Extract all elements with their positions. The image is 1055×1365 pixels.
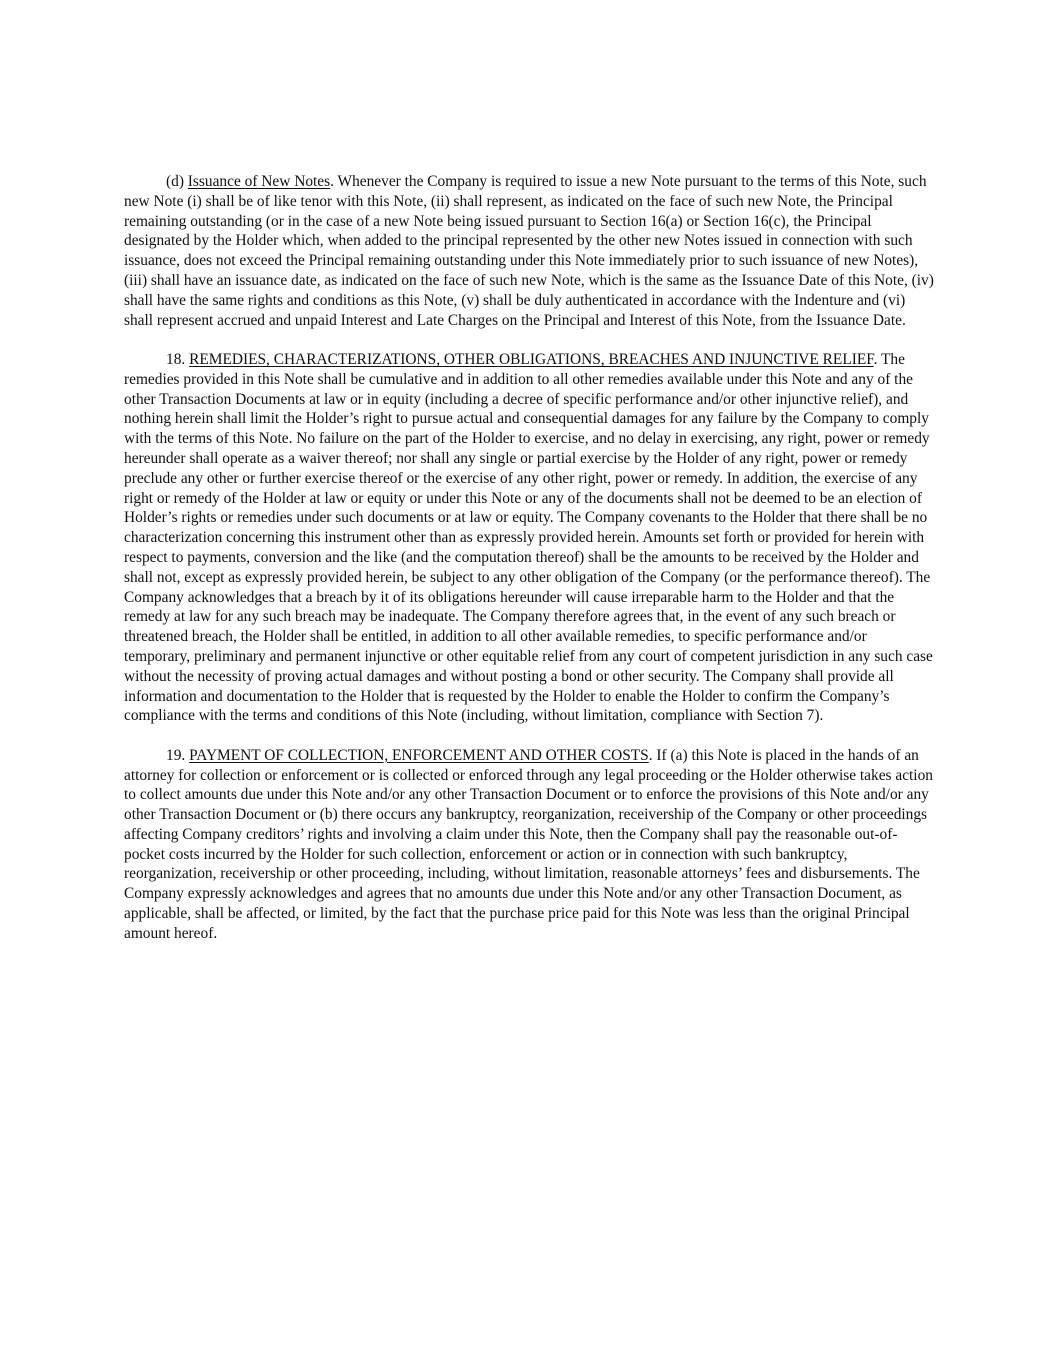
section-heading-remedies: REMEDIES, CHARACTERIZATIONS, OTHER OBLIGATIONS, BREACHES AND INJUNCTIVE RELIEF [189, 350, 874, 368]
paragraph-lead: (d) [166, 173, 188, 190]
paragraph-lead: 18. [166, 350, 190, 368]
paragraph-section-19-payment-of-costs [124, 746, 934, 944]
paragraph-body: . The remedies provided in this Note shall be cumulative and in addition to all other remedies available under this Note and any of the other Transaction Documents at law or in equity (including a decree of specific performance and/or other injunctive relief), and nothing herein shall limit the Holder’s right to pursue actual and consequential damages for any failure by the Company to comply with the terms of this Note. No failure on the part of the Holder to exercise, and no delay in exercising, any right, power or remedy hereunder shall operate as a waiver thereof; nor shall any single or partial exercise by the Holder of any right, power or remedy preclude any other or further exercise thereof or the exercise of any other right, power or remedy. In addition, the exercise of any right or remedy of the Holder at law or equity or under this Note or any of the documents shall not be deemed to be an election of Holder’s rights or remedies under such documents or at law or equity. The Company covenants to the Holder that there shall be no characterization concerning this instrument other than as expressly provided herein. Amounts set forth or provided for herein with respect to payments, conversion and the like (and the computation thereof) shall be the amounts to be received by the Holder and shall not, except as expressly provided herein, be subject to any other obligation of the Company (or the performance thereof). The Company acknowledges that a breach by it of its obligations hereunder will cause irreparable harm to the Holder and that the remedy at law for any such breach may be inadequate. The Company therefore agrees that, in the event of any such breach or threatened breach, the Holder shall be entitled, in addition to all other available remedies, to specific performance and/or temporary, preliminary and permanent injunctive or other equitable relief from any court of competent jurisdiction in any such case without the necessity of proving actual damages and without posting a bond or other security. The Company shall provide all information and documentation to the Holder that is requested by the Holder to enable the Holder to confirm the Company’s compliance with the terms and conditions of this Note (including, without limitation, compliance with Section 7). [124, 350, 933, 725]
paragraph-body: . Whenever the Company is required to issue a new Note pursuant to the terms of this Note, such new Note (i) shall be of like tenor with this Note, (ii) shall represent, as indicated on the face of such new Note, the Principal remaining outstanding (or in the case of a new Note being issued pursuant to Section 16(a) or Section 16(c), the Principal designated by the Holder which, when added to the principal represented by the other new Notes issued in connection with such issuance, does not exceed the Principal remaining outstanding under this Note immediately prior to such issuance of new Notes), (iii) shall have an issuance date, as indicated on the face of such new Note, which is the same as the Issuance Date of this Note, (iv) shall have the same rights and conditions as this Note, (v) shall be duly authenticated in accordance with the Indenture and (vi) shall represent accrued and unpaid Interest and Late Charges on the Principal and Interest of this Note, from the Issuance Date. [124, 173, 934, 329]
section-heading-issuance-of-new-notes: Issuance of New Notes [187, 173, 331, 190]
paragraph-issuance-of-new-notes [124, 172, 934, 330]
paragraph-body: . If (a) this Note is placed in the hands of an attorney for collection or enforcement or is collected or enforced through any legal proceeding or the Holder otherwise takes action to collect amounts due under this Note and/or any other Transaction Document or to enforce the provisions of this Note and/or any other Transaction Document or (b) there occurs any bankruptcy, reorganization, receivership of the Company or other proceedings affecting Company creditors’ rights and involving a claim under this Note, then the Company shall pay the reasonable out-of-pocket costs incurred by the Holder for such collection, enforcement or action or in connection with such bankruptcy, reorganization, receivership or other proceeding, including, without limitation, reasonable attorneys’ fees and disbursements. The Company expressly acknowledges and agrees that no amounts due under this Note and/or any other Transaction Document, as applicable, shall be affected, or limited, by the fact that the purchase price paid for this Note was less than the original Principal amount hereof. [124, 746, 933, 942]
document-body [124, 172, 934, 963]
section-heading-payment-of-costs: PAYMENT OF COLLECTION, ENFORCEMENT AND OTHER COSTS [189, 746, 649, 764]
paragraph-section-18-remedies [124, 350, 934, 726]
paragraph-lead: 19. [166, 746, 190, 764]
